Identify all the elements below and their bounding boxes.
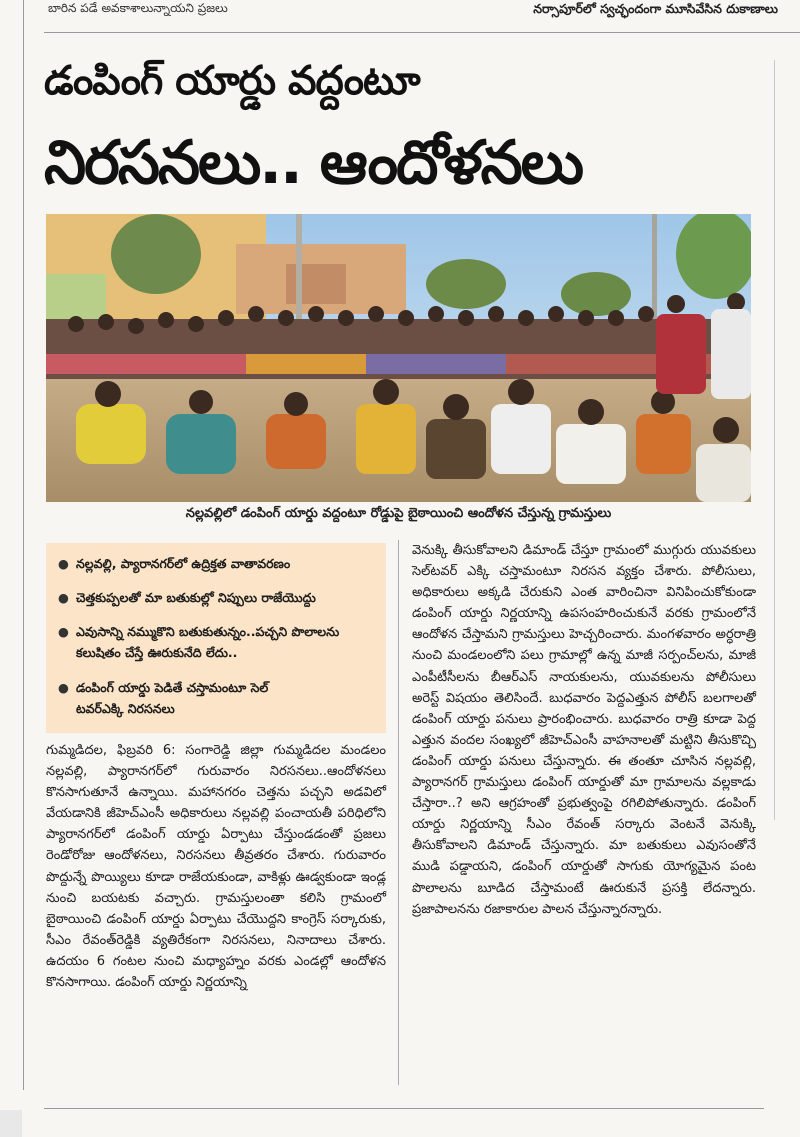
next-story-title: నర్సాపూర్‌లో స్వచ్ఛందంగా మూసివేసిన దుకాణాలు [533, 1, 778, 16]
highlight-item: ● చెత్తకుప్పలతో మా బతుకుల్లో నిప్పులు రాజేయొద్దు [58, 587, 316, 608]
highlight-item: ● డంపింగ్ యార్డు పెడితే చస్తామంటూ సెల్ టవర్‌ఎక్కి నిరసనలు [58, 677, 318, 719]
column-divider [398, 540, 399, 1085]
bullet-icon: ● [58, 556, 69, 571]
page-corner-mark [0, 1110, 22, 1137]
headline-line-1: డంపింగ్ యార్డు వద్దంటూ [44, 58, 420, 104]
bullet-icon: ● [58, 590, 69, 605]
protest-photo-illustration [46, 214, 751, 502]
photo-caption: నల్లవల్లిలో డంపింగ్ యార్డు వద్దంటూ రోడ్డుపై బైఠాయించి ఆందోళన చేస్తున్న గ్రామస్తులు [185, 506, 612, 521]
highlight-item: ● నల్లవల్లి, ప్యారానగర్‌లో ఉద్రిక్తత వాతావరణం [58, 553, 290, 574]
top-strip [0, 0, 800, 22]
top-divider [44, 32, 800, 33]
headline-line-2: నిరసనలు.. ఆందోళనలు [44, 128, 583, 198]
article-body-left-column: గుమ్మడిదల, ఫిబ్రవరి 6: సంగారెడ్డి జిల్లా గుమ్మడిదల మండలం నల్లవల్లి, ప్యారానగర్‌లో గురువారం నిరసనలు..ఆందోళనలు కొనసాగుతూనే ఉన్నాయి. మహానగరం చెత్తను పచ్చని అడవిలో వేయడానికి జీహెచ్ఎంసీ అధికారులు నల్లవల్లి పంచాయతీ పరిధిలోని ప్యారానగర్‌లో డంపింగ్ యార్డు ఏర్పాటు చేస్తుండడంతో ప్రజలు రెండోరోజు ఆందోళనలు, నిరసనలు తీవ్రతరం చేశారు. గురువారం పొద్దున్నే పొయ్యిలు కూడా రాజేయకుండా, వాకిళ్లు ఊడ్వకుండా ఇండ్ల నుంచి బయటకు వచ్చారు. గ్రామస్తులంతా కలిసి గ్రామంలో బైఠాయించి డంపింగ్ యార్డు ఏర్పాటు చేయొద్దని కాంగ్రెస్ సర్కారుకు, సీఎం రేవంత్‌రెడ్డికి వ్యతిరేకంగా నిరసనలు, నినాదాలు చేశారు. ఉదయం 6 గంటల నుంచి మధ్యాహ్నం వరకు ఎండల్లో ఆందోళన కొనసాగాయి. డంపింగ్ యార్డు నిర్ణయాన్ని [46, 743, 386, 991]
right-column-rule [774, 60, 775, 820]
bullet-icon: ● [58, 680, 69, 695]
bottom-divider [44, 1108, 764, 1109]
article-body-right-column: వెనుక్కి తీసుకోవాలని డిమాండ్ చేస్తూ గ్రామంలో ముగ్గురు యువకులు సెల్‌టవర్ ఎక్కి చస్తామంటూ నిరసన వ్యక్తం చేశారు. పోలీసులు, అధికారులు అక్కడి చేరుకుని ఎంత వారించినా వినిపించుకోకుండా డంపింగ్ యార్డు నిర్ణయాన్ని ఉపసంహరించుకునే వరకు గ్రామంలోనే ఆందోళన చేస్తామని గ్రామస్తులు హెచ్చరించారు. మంగళవారం అర్ధరాత్రి నుంచి మండలంలోని పలు గ్రామాల్లో ఉన్న మాజీ సర్పంచ్‌లను, మాజీ ఎంపీటీసీలను బీఆర్ఎస్ నాయకులను, యువకులను పోలీసులు అరెస్ట్ విషయం తెలిసిందే. బుధవారం పెద్దఎత్తున పోలీస్ బలగాలతో డంపింగ్ యార్డు పనులు ప్రారంభించారు. బుధవారం రాత్రి కూడా పెద్ద ఎత్తున వందల సంఖ్యలో జీహెచ్ఎంసీ వాహనాలతో మట్టిని తీసుకొచ్చి డంపింగ్ యార్డు పనులు చేస్తున్నారు. ఈ తంతూ చూసిన నల్లవల్లి, ప్యారానగర్ గ్రామస్తులు డంపింగ్ యార్డుతో మా గ్రామాలను వల్లకాడు చేస్తారా..? అని ఆగ్రహంతో ప్రభుత్వంపై రగిలిపోతున్నారు. డంపింగ్ యార్డు నిర్ణయాన్ని సీఎం రేవంత్ సర్కారు వెంటనే వెనుక్కి తీసుకోవాలని డిమాండ్ చేస్తున్నారు. మా బతుకులు ఎవుసంతోనే ముడి పడ్డాయని, డంపింగ్ యార్డుతో సాగుకు యోగ్యమైన పంట పొలాలను బూడిద చేస్తామంటే ఊరుకునే ప్రసక్తి లేదన్నారు. ప్రజాపాలనను రజాకారుల పాలన చేస్తున్నారన్నారు. [412, 543, 756, 917]
bullet-icon: ● [58, 624, 69, 639]
highlight-item: ● ఎవుసాన్ని నమ్ముకొని బతుకుతున్నం..పచ్చని పొలాలను కలుషితం చేస్తే ఊరుకునేది లేదు.. [58, 621, 380, 663]
previous-story-tail: బారిన పడే అవకాశాలున్నాయని ప్రజలు [48, 1, 228, 15]
left-column-rule [23, 0, 24, 1090]
highlights-box [46, 543, 386, 733]
protest-photo [46, 214, 751, 502]
